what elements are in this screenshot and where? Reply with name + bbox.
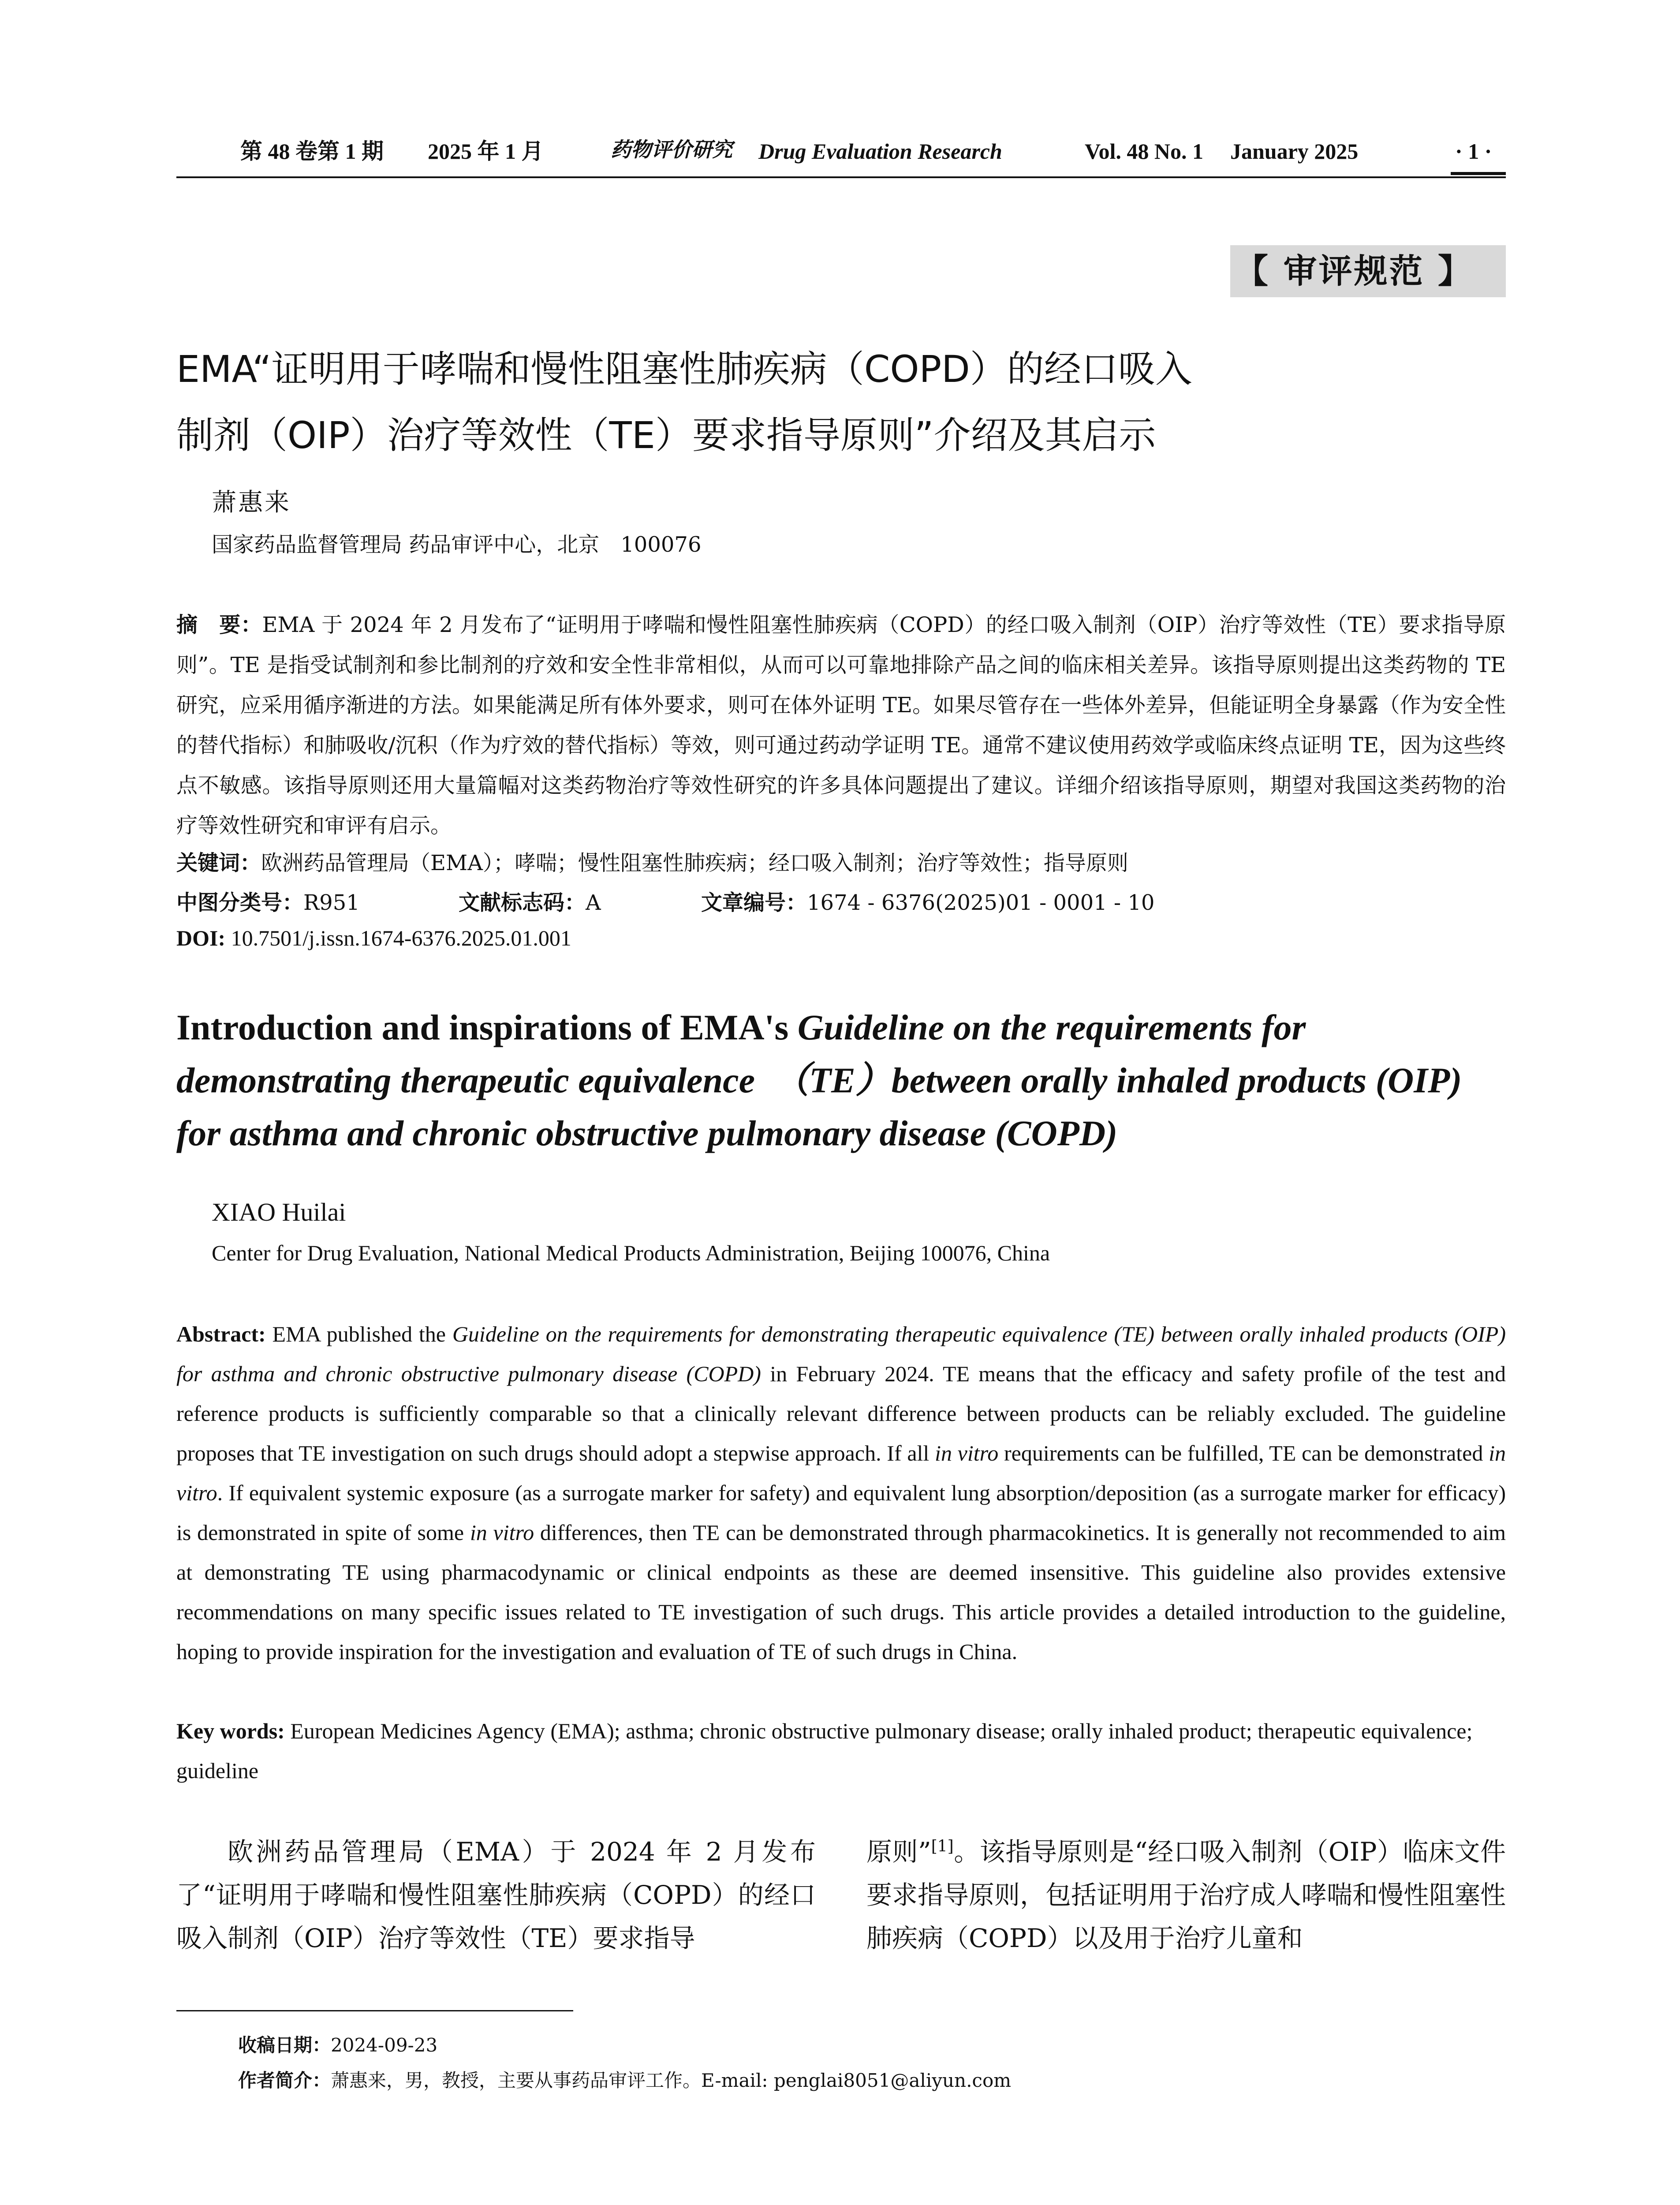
cn-abstract (176, 605, 1506, 846)
en-author: XIAO Huilai (212, 1198, 346, 1226)
en-title-italic: Guideline on the requirements for demonstrating therapeutic equivalence （TE）between orally inhaled products (OIP) for asthma and chronic obstructive pulmonary disease (COPD) (176, 1007, 1462, 1153)
cn-title (176, 336, 1506, 468)
header-journal-cn: 药物评价研究 (611, 138, 732, 161)
cn-article-no (701, 886, 1154, 916)
en-abstract-in-vitro-2: in vitro (176, 1441, 1506, 1505)
body-left-column: 欧洲药品管理局（EMA）于 2024 年 2 月发布了“证明用于哮喘和慢性阻塞性肺疾病（COPD）的经口吸入制剂（OIP）治疗等效性（TE）要求指导 (176, 1837, 816, 1953)
body-right-text-post: 。该指导原则是“经口吸入制剂（OIP）临床文件要求指导原则，包括证明用于治疗成人哮喘和慢性阻塞性肺疾病（COPD）以及用于治疗儿童和 (866, 1837, 1506, 1953)
header-page-number: · 1 · (1455, 139, 1492, 164)
cn-clc-label: 中图分类号： (176, 890, 304, 915)
en-affiliation: Center for Drug Evaluation, National Medical Products Administration, Beijing 100076, China (212, 1241, 1050, 1265)
column-tag: 【 审评规范 】 (1235, 251, 1473, 291)
en-abstract-part1: EMA published the (265, 1322, 452, 1346)
footnote-received-label: 收稿日期： (238, 2034, 331, 2056)
en-title-plain: Introduction and inspirations of EMA's (176, 1007, 798, 1047)
cn-doi-label: DOI: (176, 926, 226, 950)
cn-doc-code-value: A (586, 890, 601, 915)
en-abstract-part2: in February 2024. TE means that the efficacy and safety profile of the test and reference products is sufficiently comparable so that a clinically relevant difference between products can be reliably excluded. The guideline proposes that TE investigation on such drugs should adopt a stepwise approach. If all (176, 1361, 1506, 1465)
footnote-author-label: 作者简介： (238, 2070, 331, 2091)
header-rule (176, 176, 1506, 178)
en-keywords (176, 1711, 1506, 1790)
en-keywords-label: Key words: (176, 1719, 285, 1743)
header-issue (240, 140, 384, 162)
cn-author: 萧惠来 (212, 488, 291, 517)
footnote-author-info: 萧惠来，男，教授，主要从事药品审评工作。E-mail: penglai8051@aliyun.com (331, 2070, 1012, 2091)
cn-title-line2: 制剂（OIP）治疗等效性（TE）要求指导原则”介绍及其启示 (176, 414, 1156, 457)
cn-doi (176, 925, 571, 951)
body-right-text-pre: 原则” (866, 1837, 931, 1867)
en-abstract-part5: differences, then TE can be demonstrated through pharmacokinetics. It is generally not recommended to aim at demonstrating TE using pharmacodynamic or clinical endpoints as these are deemed insensitive. This guideline also provides extensive recommendations on many specific issues related to TE investigation of such drugs. This article provides a detailed introduction to the guideline, hoping to provide inspiration for the investigation and evaluation of TE of such drugs in China. (176, 1520, 1506, 1664)
cn-keywords-label: 关键词： (176, 851, 261, 875)
header-journal-en: Drug Evaluation Research (758, 139, 1002, 164)
footnote-author (238, 2066, 1011, 2093)
header-volume: Vol. 48 No. 1 (1085, 139, 1204, 164)
cn-affiliation: 国家药品监督管理局 药品审评中心，北京 100076 (212, 532, 702, 557)
en-abstract-part3: requirements can be fulfilled, TE can be demonstrated (998, 1441, 1489, 1465)
cn-doc-code (459, 886, 601, 916)
cn-doi-value: 10.7501/j.issn.1674-6376.2025.01.001 (231, 926, 571, 950)
cn-title-line1: EMA“证明用于哮喘和慢性阻塞性肺疾病（COPD）的经口吸入 (176, 348, 1192, 391)
cn-abstract-text: EMA 于 2024 年 2 月发布了“证明用于哮喘和慢性阻塞性肺疾病（COPD）的经口吸入制剂（OIP）治疗等效性（TE）要求指导原则”。TE 是指受试制剂和参比制剂的疗效和安全性非常相似，从而可以可靠地排除产品之间的临床相关差异。该指导原则提出这类药物的 TE 研究，应采用循序渐进的方法。如果能满足所有体外要求，则可在体外证明 TE。如果尽管存在一些体外差异，但能证明全身暴露（作为安全性的替代指标）和肺吸收/沉积（作为疗效的替代指标）等效，则可通过药动学证明 TE。通常不建议使用药效学或临床终点证明 TE，因为这些终点不敏感。该指导原则还用大量篇幅对这类药物治疗等效性研究的许多具体问题提出了建议。详细介绍该指导原则，期望对我国这类药物的治疗等效性研究和审评有启示。 (176, 613, 1506, 838)
header-date-cn: 2025 年 1 月 (428, 139, 544, 164)
cn-article-no-value: 1674 - 6376(2025)01 - 0001 - 10 (807, 890, 1155, 915)
en-keywords-text: European Medicines Agency (EMA); asthma; chronic obstructive pulmonary disease; orally inhaled product; therapeutic equivalence; guideline (176, 1719, 1473, 1783)
header-month: January 2025 (1230, 139, 1359, 164)
cn-doc-code-label: 文献标志码： (459, 890, 586, 915)
en-abstract-in-vitro-3: in vitro (470, 1520, 534, 1545)
body-right-column (866, 1830, 1506, 1960)
cn-clc (176, 886, 360, 916)
en-title (176, 1001, 1506, 1160)
cn-keywords (176, 846, 1128, 876)
en-abstract-in-vitro-1: in vitro (935, 1441, 999, 1465)
header-rule-thick (1451, 172, 1506, 175)
footnote-received (238, 2031, 437, 2057)
en-abstract-part4: . If equivalent systemic exposure (as a surrogate marker for safety) and equivalent lung absorption/deposition (as a surrogate marker for efficacy) is demonstrated in spite of some (176, 1480, 1506, 1545)
cn-keywords-text: 欧洲药品管理局（EMA）；哮喘；慢性阻塞性肺疾病；经口吸入制剂；治疗等效性；指导原则 (261, 851, 1128, 875)
en-abstract (176, 1314, 1506, 1671)
cn-clc-value: R951 (303, 890, 360, 915)
cn-abstract-label: 摘 要： (176, 613, 262, 637)
en-abstract-label: Abstract: (176, 1322, 266, 1346)
citation-ref[interactable]: [1] (931, 1837, 954, 1856)
footnote-rule (176, 2010, 573, 2011)
cn-article-no-label: 文章编号： (701, 890, 807, 915)
header-issue-cn: 第 48 卷第 1 期 (240, 139, 384, 164)
footnote-received-date: 2024-09-23 (331, 2034, 438, 2056)
en-abstract-guideline-title: Guideline on the requirements for demonstrating therapeutic equivalence (TE) between orally inhaled products (OIP) for asthma and chronic obstructive pulmonary disease (COPD) (176, 1322, 1506, 1386)
